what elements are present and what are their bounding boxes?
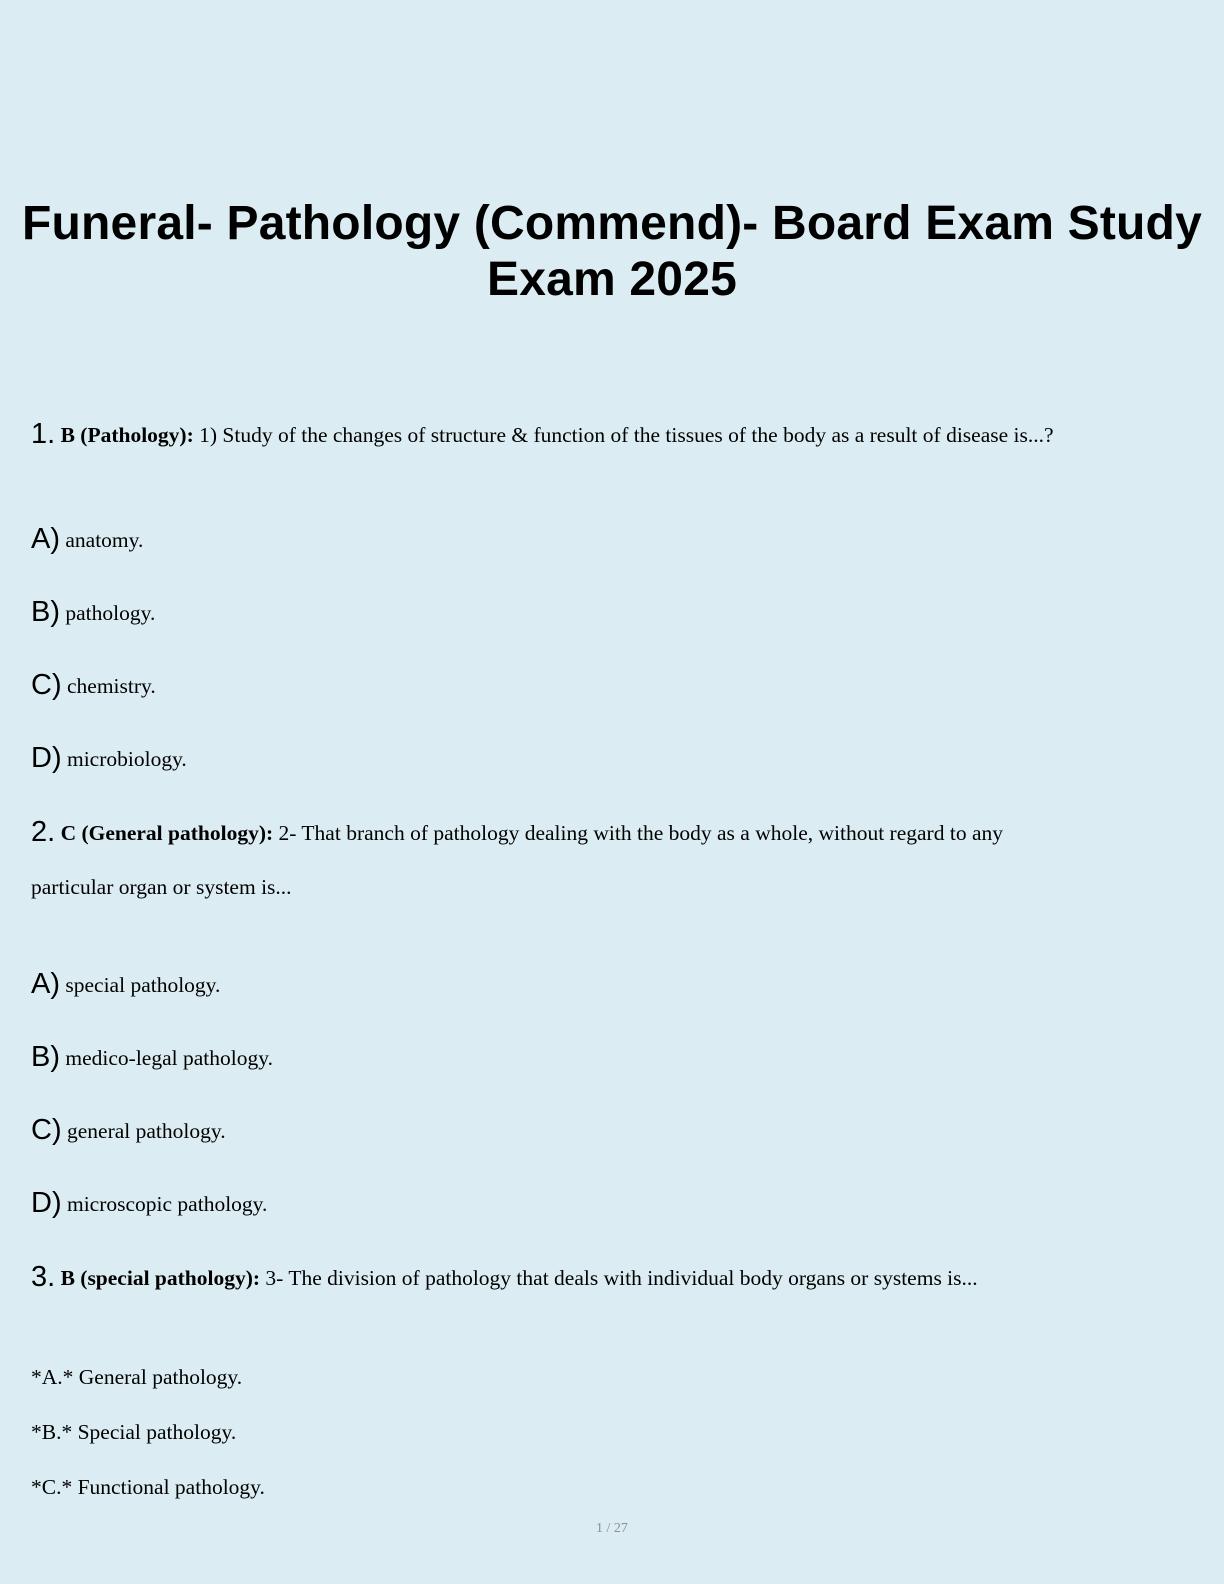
option-a xyxy=(31,1363,242,1391)
option-letter: B) xyxy=(31,1041,60,1073)
option-letter: C) xyxy=(31,1114,62,1146)
question-number: 1. xyxy=(31,418,56,450)
page-number: 1 / 27 xyxy=(596,1521,628,1536)
option-letter: B) xyxy=(31,596,60,628)
question-text: 2- That branch of pathology dealing with the body as a whole, without regard to any xyxy=(278,821,1003,845)
option-b xyxy=(31,1043,273,1072)
option-text: special pathology. xyxy=(65,973,221,997)
question-text: 1) Study of the changes of structure & function of the tissues of the body as a result of disease is...? xyxy=(199,423,1054,447)
option-c xyxy=(31,1116,226,1145)
question-3 xyxy=(31,1263,978,1292)
option-c xyxy=(31,1473,265,1501)
option-d xyxy=(31,744,187,773)
question-2 xyxy=(31,818,1003,847)
option-b xyxy=(31,598,155,627)
option-a xyxy=(31,525,143,554)
option-d xyxy=(31,1189,267,1218)
question-number: 2. xyxy=(31,816,56,848)
question-number: 3. xyxy=(31,1261,56,1293)
option-text: chemistry. xyxy=(66,674,156,698)
option-text: *A.* General pathology. xyxy=(31,1365,243,1389)
option-text: pathology. xyxy=(65,601,156,625)
question-1 xyxy=(31,420,1054,449)
option-text: general pathology. xyxy=(66,1119,226,1143)
option-text: *C.* Functional pathology. xyxy=(31,1475,265,1499)
option-text: microbiology. xyxy=(66,747,187,771)
option-c xyxy=(31,671,156,700)
answer-key: C (General pathology): xyxy=(60,821,274,845)
option-text: *B.* Special pathology. xyxy=(31,1420,237,1444)
option-b xyxy=(31,1418,236,1446)
option-letter: A) xyxy=(31,968,60,1000)
option-a xyxy=(31,970,220,999)
option-letter: A) xyxy=(31,523,60,555)
option-letter: C) xyxy=(31,669,62,701)
option-text: microscopic pathology. xyxy=(66,1192,268,1216)
option-text: medico-legal pathology. xyxy=(65,1046,273,1070)
question-text: 3- The division of pathology that deals with individual body organs or systems is... xyxy=(265,1266,978,1290)
document-title: Funeral- Pathology (Commend)- Board Exam Study Exam 2025 xyxy=(22,197,1202,306)
question-text: particular organ or system is... xyxy=(31,875,292,899)
answer-key: B (special pathology): xyxy=(60,1266,261,1290)
answer-key: B (Pathology): xyxy=(60,423,194,447)
option-text: anatomy. xyxy=(65,528,144,552)
question-2-continuation xyxy=(31,873,292,901)
option-letter: D) xyxy=(31,742,62,774)
option-letter: D) xyxy=(31,1187,62,1219)
